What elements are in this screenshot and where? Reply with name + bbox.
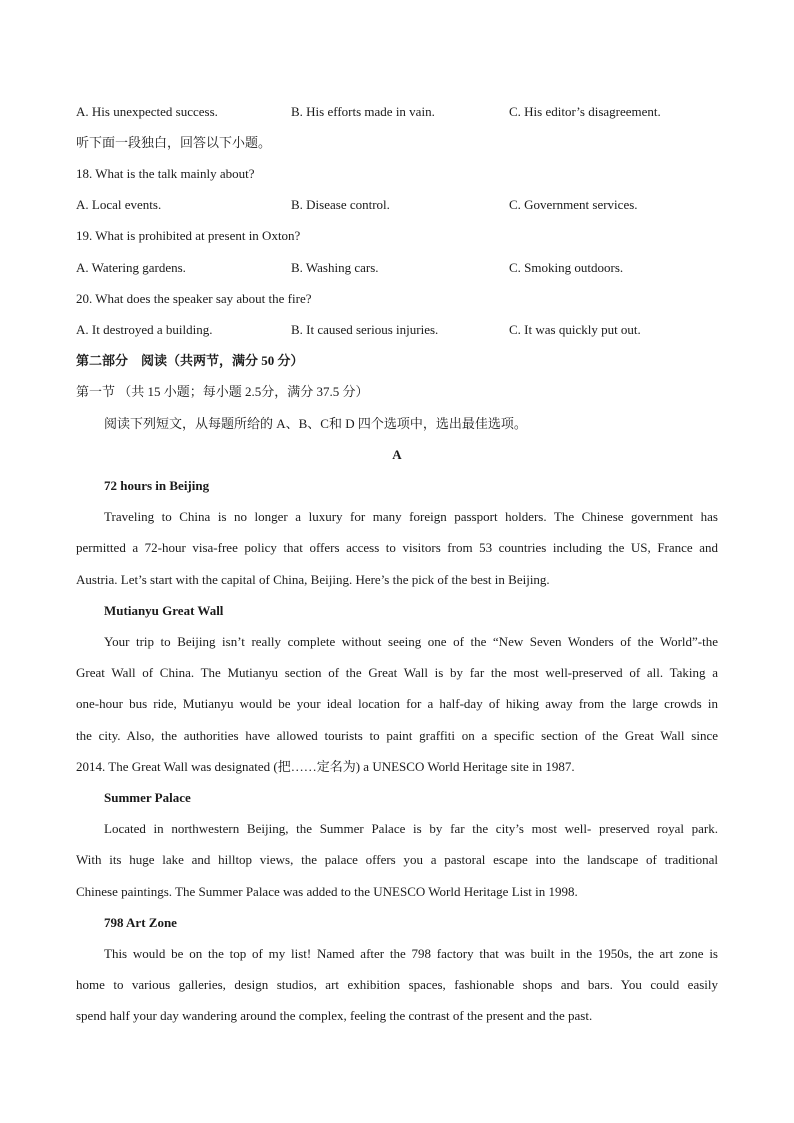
q18-option-c: C. Government services. [509,197,638,212]
q19-stem: 19. What is prohibited at present in Oxton? [76,228,301,243]
q18-option-a: A. Local events. [76,197,162,212]
intro-line: Traveling to China is no longer a luxury for many foreign passport holders. The Chinese government has [104,509,718,524]
great-wall-line: the city. Also, the authorities have allowed tourists to paint graffiti on a specific section of the Great Wall since [76,728,718,743]
q19-options [76,260,718,276]
q17-option-b: B. His efforts made in vain. [291,104,435,119]
great-wall-line: Your trip to Beijing isn’t really complete without seeing one of the “New Seven Wonders of the World”-the [104,634,718,649]
section-heading-summer-palace: Summer Palace [104,790,191,805]
article-title: 72 hours in Beijing [104,478,210,493]
intro-line: Austria. Let’s start with the capital of China, Beijing. Here’s the pick of the best in Beijing. [76,572,550,587]
q19-option-a: A. Watering gardens. [76,260,186,275]
summer-palace-line: Located in northwestern Beijing, the Summer Palace is by far the city’s most well- preserved royal park. [104,821,718,836]
passage-label: A [392,447,402,462]
section-heading-798-art-zone: 798 Art Zone [104,915,177,930]
reading-instructions: 阅读下列短文，从每题所给的 A、B、C和 D 四个选项中，选出最佳选项。 [104,416,527,431]
intro-line: permitted a 72-hour visa-free policy that offers access to visitors from 53 countries including the US, France and [76,540,718,555]
q19-option-c: C. Smoking outdoors. [509,260,624,275]
great-wall-line: one-hour bus ride, Mutianyu would be your ideal location for a half-day of hiking away from the large crowds in [76,696,718,711]
q17-option-a: A. His unexpected success. [76,104,218,119]
q20-options [76,322,718,338]
art-zone-line: home to various galleries, design studios, art exhibition spaces, fashionable shops and bars. You could easily [76,977,718,992]
q17-options [76,104,718,120]
monologue-intro: 听下面一段独白，回答以下小题。 [76,135,272,150]
q17-option-c: C. His editor’s disagreement. [509,104,661,119]
summer-palace-line: With its huge lake and hilltop views, the palace offers you a pastoral escape into the landscape of traditional [76,852,718,867]
section-heading-great-wall: Mutianyu Great Wall [104,603,224,618]
great-wall-line: 2014. The Great Wall was designated (把……定名为) a UNESCO World Heritage site in 1987. [76,759,575,774]
q20-option-a: A. It destroyed a building. [76,322,213,337]
q20-option-b: B. It caused serious injuries. [291,322,439,337]
art-zone-line: This would be on the top of my list! Named after the 798 factory that was built in the 1950s, the art zone is [104,946,718,961]
summer-palace-line: Chinese paintings. The Summer Palace was added to the UNESCO World Heritage List in 1998. [76,884,578,899]
q18-options [76,197,718,213]
art-zone-line: spend half your day wandering around the complex, feeling the contrast of the present and the past. [76,1008,593,1023]
q20-option-c: C. It was quickly put out. [509,322,641,337]
q18-option-b: B. Disease control. [291,197,390,212]
great-wall-line: Great Wall of China. The Mutianyu section of the Great Wall is by far the most well-preserved of all. Taking a [76,665,718,680]
q20-stem: 20. What does the speaker say about the fire? [76,291,312,306]
q18-stem: 18. What is the talk mainly about? [76,166,255,181]
q19-option-b: B. Washing cars. [291,260,379,275]
part-two-title: 第二部分 阅读（共两节，满分 50 分） [76,353,304,368]
section-one-title: 第一节 （共 15 小题；每小题 2.5分，满分 37.5 分） [76,384,369,399]
